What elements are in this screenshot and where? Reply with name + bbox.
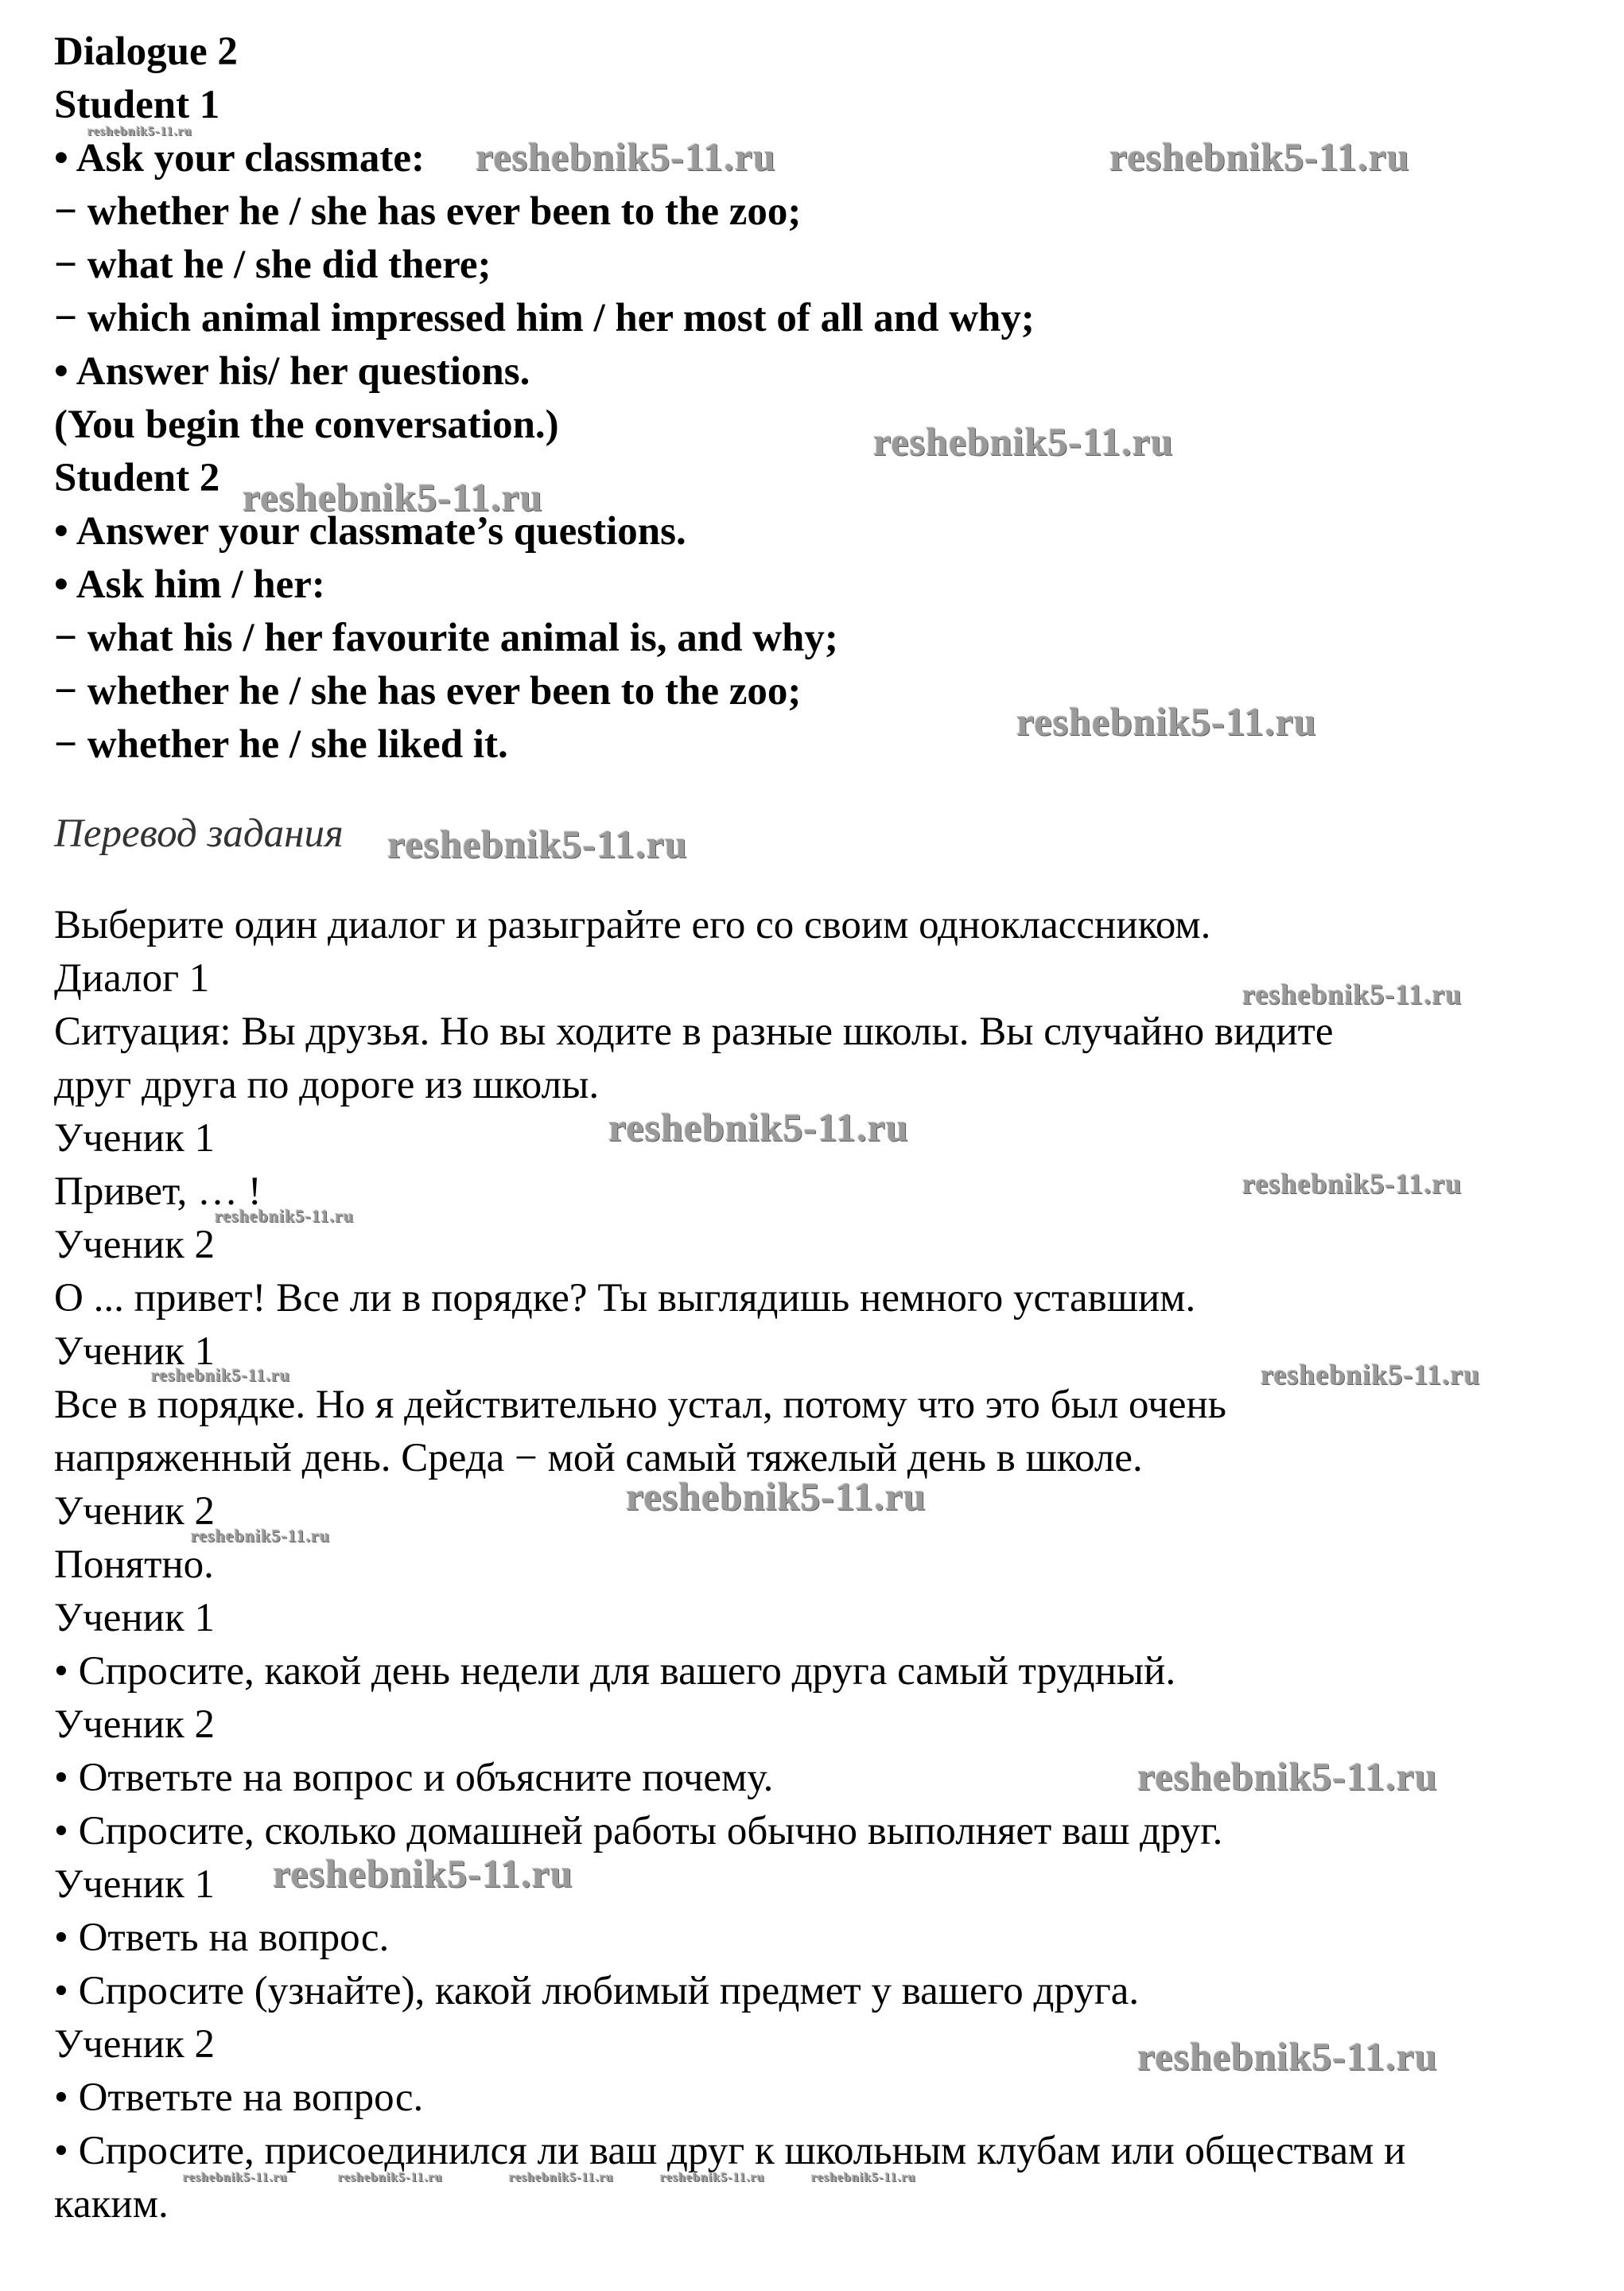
watermark: reshebnik5-11.ru xyxy=(509,2171,614,2184)
student-2-heading: Student 2 xyxy=(54,456,220,500)
watermark: reshebnik5-11.ru xyxy=(273,1851,573,1896)
translation-line: Понятно. xyxy=(54,1542,214,1587)
speaker-label: Ученик 2 xyxy=(54,1702,216,1747)
task-line: − what his / her favourite animal is, and why; xyxy=(54,616,838,660)
task-line: • Answer your classmate’s questions. xyxy=(54,509,686,554)
watermark: reshebnik5-11.ru xyxy=(660,2171,765,2184)
watermark: reshebnik5-11.ru xyxy=(1016,699,1317,744)
task-line: − whether he / she has ever been to the zoo; xyxy=(54,669,802,714)
student-1-heading: Student 1 xyxy=(54,83,220,127)
task-line: − which animal impressed him / her most of all and why; xyxy=(54,296,1035,340)
task-line: − whether he / she liked it. xyxy=(54,722,508,767)
task-line: • Ask him / her: xyxy=(54,562,325,607)
speaker-label: Ученик 2 xyxy=(54,1489,216,1534)
translation-line: • Спросите, какой день недели для вашего друга самый трудный. xyxy=(54,1649,1176,1694)
watermark: reshebnik5-11.ru xyxy=(338,2171,443,2184)
watermark: reshebnik5-11.ru xyxy=(191,1526,331,1546)
watermark: reshebnik5-11.ru xyxy=(215,1206,355,1226)
watermark: reshebnik5-11.ru xyxy=(1242,1168,1463,1200)
watermark: reshebnik5-11.ru xyxy=(476,134,776,179)
watermark: reshebnik5-11.ru xyxy=(873,419,1174,464)
speaker-label: Ученик 2 xyxy=(54,2022,216,2067)
watermark: reshebnik5-11.ru xyxy=(87,125,192,138)
dialog-1-heading: Диалог 1 xyxy=(54,956,210,1001)
watermark: reshebnik5-11.ru xyxy=(1109,134,1410,179)
watermark: reshebnik5-11.ru xyxy=(811,2171,916,2184)
translation-line: • Ответьте на вопрос и объясните почему. xyxy=(54,1756,774,1800)
task-line: • Answer his/ her questions. xyxy=(54,349,530,394)
translation-line: каким. xyxy=(54,2182,169,2227)
translation-line: • Ответьте на вопрос. xyxy=(54,2075,424,2120)
task-line: − what he / she did there; xyxy=(54,243,491,287)
speaker-label: Ученик 1 xyxy=(54,1862,216,1907)
translation-line: • Спросите, сколько домашней работы обычно выполняет ваш друг. xyxy=(54,1809,1223,1853)
watermark: reshebnik5-11.ru xyxy=(626,1474,927,1519)
translation-line: • Спросите (узнайте), какой любимый предмет у вашего друга. xyxy=(54,1969,1140,2013)
watermark: reshebnik5-11.ru xyxy=(387,822,688,866)
translation-line: Выберите один диалог и разыграйте его со своим одноклассником. xyxy=(54,903,1211,947)
task-line: − whether he / she has ever been to the zoo; xyxy=(54,189,802,234)
translation-line: друг друга по дороге из школы. xyxy=(54,1063,600,1107)
task-line: (You begin the conversation.) xyxy=(54,403,559,447)
translation-line: Привет, … ! xyxy=(54,1169,262,1214)
translation-line: Все в порядке. Но я действительно устал, потому что это был очень xyxy=(54,1383,1227,1427)
speaker-label: Ученик 2 xyxy=(54,1223,216,1267)
watermark: reshebnik5-11.ru xyxy=(151,1365,291,1385)
watermark: reshebnik5-11.ru xyxy=(243,475,543,519)
translation-line: напряженный день. Среда − мой самый тяжелый день в школе. xyxy=(54,1436,1143,1480)
watermark: reshebnik5-11.ru xyxy=(608,1105,909,1149)
watermark: reshebnik5-11.ru xyxy=(1261,1359,1481,1391)
task-line: • Ask your classmate: xyxy=(54,136,425,181)
speaker-label: Ученик 1 xyxy=(54,1596,216,1640)
speaker-label: Ученик 1 xyxy=(54,1116,216,1161)
speaker-label: Ученик 1 xyxy=(54,1329,216,1374)
watermark: reshebnik5-11.ru xyxy=(1242,978,1463,1010)
translation-line: Ситуация: Вы друзья. Но вы ходите в разные школы. Вы случайно видите xyxy=(54,1009,1334,1054)
dialogue-title: Dialogue 2 xyxy=(54,29,238,74)
translation-line: • Ответь на вопрос. xyxy=(54,1916,390,1960)
translation-heading: Перевод задания xyxy=(54,811,344,856)
watermark: reshebnik5-11.ru xyxy=(1137,1754,1438,1799)
translation-line: • Спросите, присоединился ли ваш друг к школьным клубам или обществам и xyxy=(54,2129,1406,2173)
watermark: reshebnik5-11.ru xyxy=(1137,2034,1438,2079)
watermark: reshebnik5-11.ru xyxy=(183,2171,288,2184)
translation-line: О ... привет! Все ли в порядке? Ты выглядишь немного уставшим. xyxy=(54,1276,1196,1321)
